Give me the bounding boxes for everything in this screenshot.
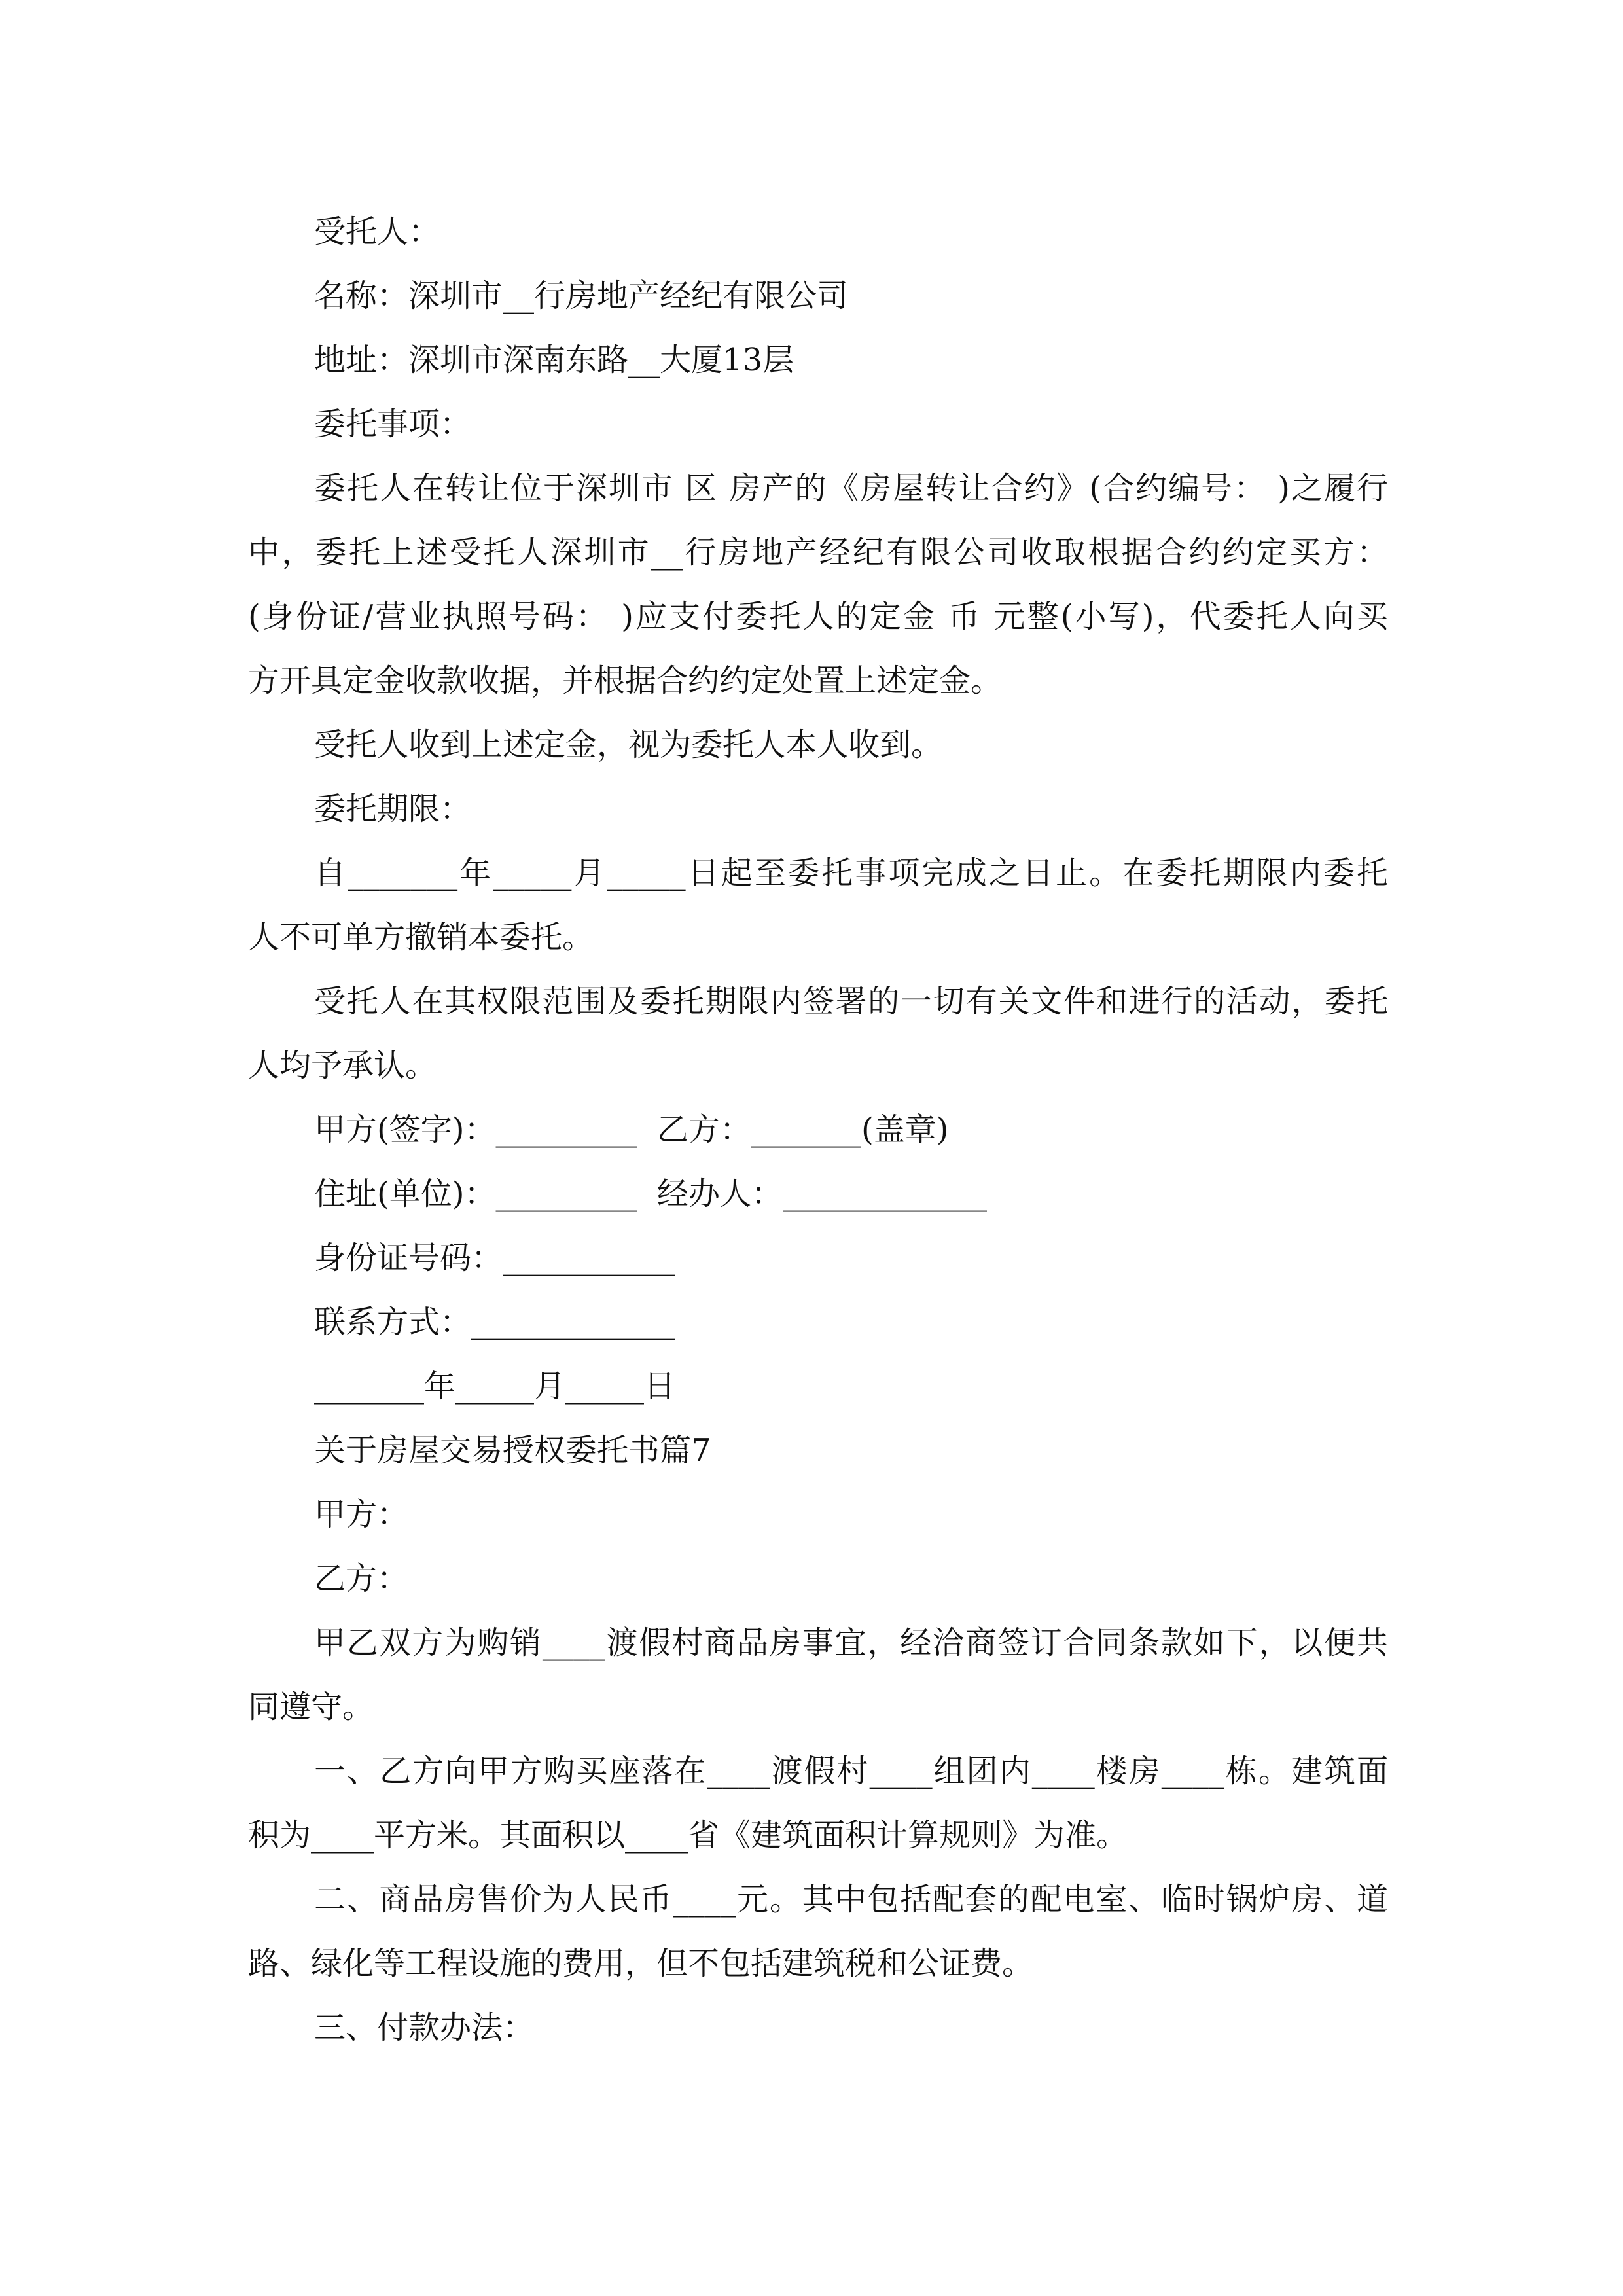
signature-date: _______年_____月_____日 xyxy=(314,1368,676,1405)
clause-3-heading: 三、付款办法： xyxy=(314,2009,535,2046)
paragraph-line: (身份证/营业执照号码： )应支付委托人的定金 币 元整(小写)，代委托人向买 xyxy=(248,598,1388,635)
paragraph-line: 方开具定金收款收据，并根据合约约定处置上述定金。 xyxy=(248,662,1003,699)
entrust-period-heading: 委托期限： xyxy=(314,791,472,827)
entrusted-matters-heading: 委托事项： xyxy=(314,406,472,442)
signature-id-number: 身份证号码：___________ xyxy=(314,1240,676,1276)
trustee-name: 名称：深圳市__行房地产经纪有限公司 xyxy=(314,278,849,314)
trustee-address: 地址：深圳市深南东路__大厦13层 xyxy=(314,342,794,378)
paragraph-line: 委托人在转让位于深圳市 区 房产的《房屋转让合约》(合约编号： )之履行 xyxy=(314,470,1388,507)
paragraph-line: 甲乙双方为购销____渡假村商品房事宜，经洽商签订合同条款如下，以便共 xyxy=(314,1624,1388,1661)
clause-2-line: 二、商品房售价为人民币____元。其中包括配套的配电室、临时锅炉房、道 xyxy=(314,1881,1388,1918)
signature-party-a-b: 甲方(签字)：_________ 乙方：_______(盖章) xyxy=(314,1111,949,1148)
signature-address-agent: 住址(单位)：_________ 经办人：_____________ xyxy=(314,1175,987,1212)
paragraph-line: 受托人在其权限范围及委托期限内签署的一切有关文件和进行的活动，委托 xyxy=(314,983,1388,1020)
paragraph-line: 自_______年_____月_____日起至委托事项完成之日止。在委托期限内委托 xyxy=(314,855,1388,891)
party-a-label: 甲方： xyxy=(314,1496,409,1533)
trustee-heading: 受托人： xyxy=(314,213,440,250)
paragraph-line: 人均予承认。 xyxy=(248,1047,437,1084)
paragraph-line: 中，委托上述受托人深圳市__行房地产经纪有限公司收取根据合约约定买方： xyxy=(248,534,1388,571)
clause-1-line: 积为____平方米。其面积以____省《建筑面积计算规则》为准。 xyxy=(248,1817,1128,1854)
clause-2-line: 路、绿化等工程设施的费用，但不包括建筑税和公证费。 xyxy=(248,1945,1034,1982)
section-title: 关于房屋交易授权委托书篇7 xyxy=(314,1432,711,1469)
paragraph-line: 受托人收到上述定金，视为委托人本人收到。 xyxy=(314,726,943,763)
paragraph-line: 人不可单方撤销本委托。 xyxy=(248,919,594,956)
paragraph-line: 同遵守。 xyxy=(248,1689,374,1725)
party-b-label: 乙方： xyxy=(314,1560,409,1597)
document-page xyxy=(248,200,1388,2060)
signature-contact: 联系方式：_____________ xyxy=(314,1304,676,1340)
clause-1-line: 一、乙方向甲方购买座落在____渡假村____组团内____楼房____栋。建筑面 xyxy=(314,1753,1388,1789)
